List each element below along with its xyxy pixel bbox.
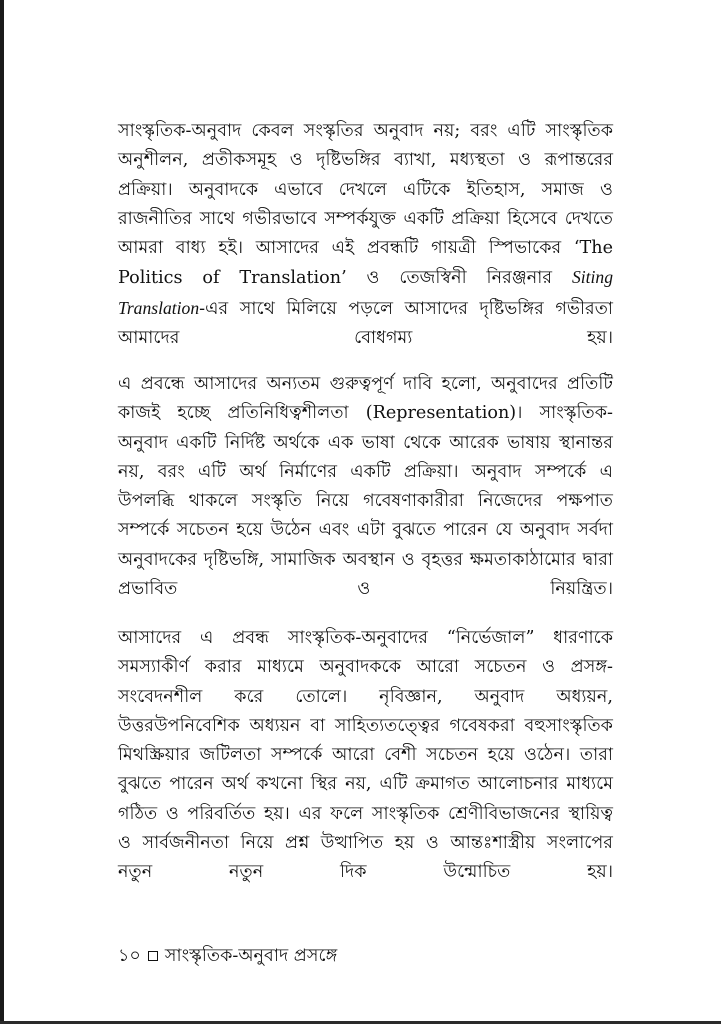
paragraph-3: আসাদের এ প্রবন্ধ সাংস্কৃতিক-অনুবাদের “নির্ভেজাল” ধারণাকে সমস্যাকীর্ণ করার মাধ্যমে অনুবাদককে আরো সচেতন ও প্রসঙ্গ-সংবেদনশীল করে তোলে। নৃবিজ্ঞান, অনুবাদ অধ্যয়ন, উত্তরউপনিবেশিক অধ্যয়ন বা সাহিত্যতত্ত্বের গবেষকরা বহুসাংস্কৃতিক মিথস্ক্রিয়ার জটিলতা সম্পর্কে আরো বেশী সচেতন হয়ে ওঠেন। তারা বুঝতে পারেন অর্থ কখনো স্থির নয়, এটি ক্রমাগত আলোচনার মাধ্যমে গঠিত ও পরিবর্তিত হয়। এর ফলে সাংস্কৃতিক শ্রেণীবিভাজনের স্থায়িত্ব ও সার্বজনীনতা নিয়ে প্রশ্ন উত্থাপিত হয় ও আন্তঃশাস্ত্রীয় সংলাপের নতুন নতুন দিক উন্মোচিত হয়। xyxy=(118,628,613,883)
paragraph-2: এ প্রবন্ধে আসাদের অন্যতম গুরুত্বপূর্ণ দাবি হলো, অনুবাদের প্রতিটি কাজই হচ্ছে প্রতিনিধিত্বশীলতা (Representation)। সাংস্কৃতিক-অনুবাদ একটি নির্দিষ্ট অর্থকে এক ভাষা থেকে আরেক ভাষায় স্থানান্তর নয়, বরং এটি অর্থ নির্মাণের একটি প্রক্রিয়া। অনুবাদ সম্পর্কে এ উপলব্ধি থাকলে সংস্কৃতি নিয়ে গবেষণাকারীরা নিজেদের পক্ষপাত সম্পর্কে সচেতন হয়ে উঠেন এবং এটা বুঝতে পারেন যে অনুবাদ সর্বদা অনুবাদকের দৃষ্টিভঙ্গি, সামাজিক অবস্থান ও বৃহত্তর ক্ষমতাকাঠামোর দ্বারা প্রভাবিত ও নিয়ন্ত্রিত। xyxy=(118,374,613,600)
page-footer xyxy=(118,944,337,968)
paragraph-1-text: সাংস্কৃতিক-অনুবাদ কেবল সংস্কৃতির অনুবাদ নয়; বরং এটি সাংস্কৃতিক অনুশীলন, প্রতীকসমূহ ও দৃষ্টিভঙ্গির ব্যাখা, মধ্যস্থতা ও রূপান্তরের প্রক্রিয়া। অনুবাদকে এভাবে দেখলে এটিকে ইতিহাস, সমাজ ও রাজনীতির সাথে গভীরভাবে সম্পর্কযুক্ত একটি প্রক্রিয়া হিসেবে দেখতে আমরা বাধ্য হই। আসাদের এই প্রবন্ধটি গায়ত্রী স্পিভাকের ‘The Politics of Translation’ ও তেজস্বিনী নিরঞ্জনার xyxy=(118,121,613,289)
page-edge-shadow xyxy=(0,0,4,1024)
square-separator-icon xyxy=(148,951,158,961)
paragraph-1 xyxy=(118,117,613,383)
running-title: সাংস্কৃতিক-অনুবাদ প্রসঙ্গে xyxy=(164,946,338,966)
page-number: ১০ xyxy=(118,946,141,966)
paragraph-1-text-end: -এর সাথে মিলিয়ে পড়লে আসাদের দৃষ্টিভঙ্গির গভীরতা আমাদের বোধগম্য হয়। xyxy=(118,298,613,349)
book-title-siting-translation: Siting Translation xyxy=(118,267,613,318)
